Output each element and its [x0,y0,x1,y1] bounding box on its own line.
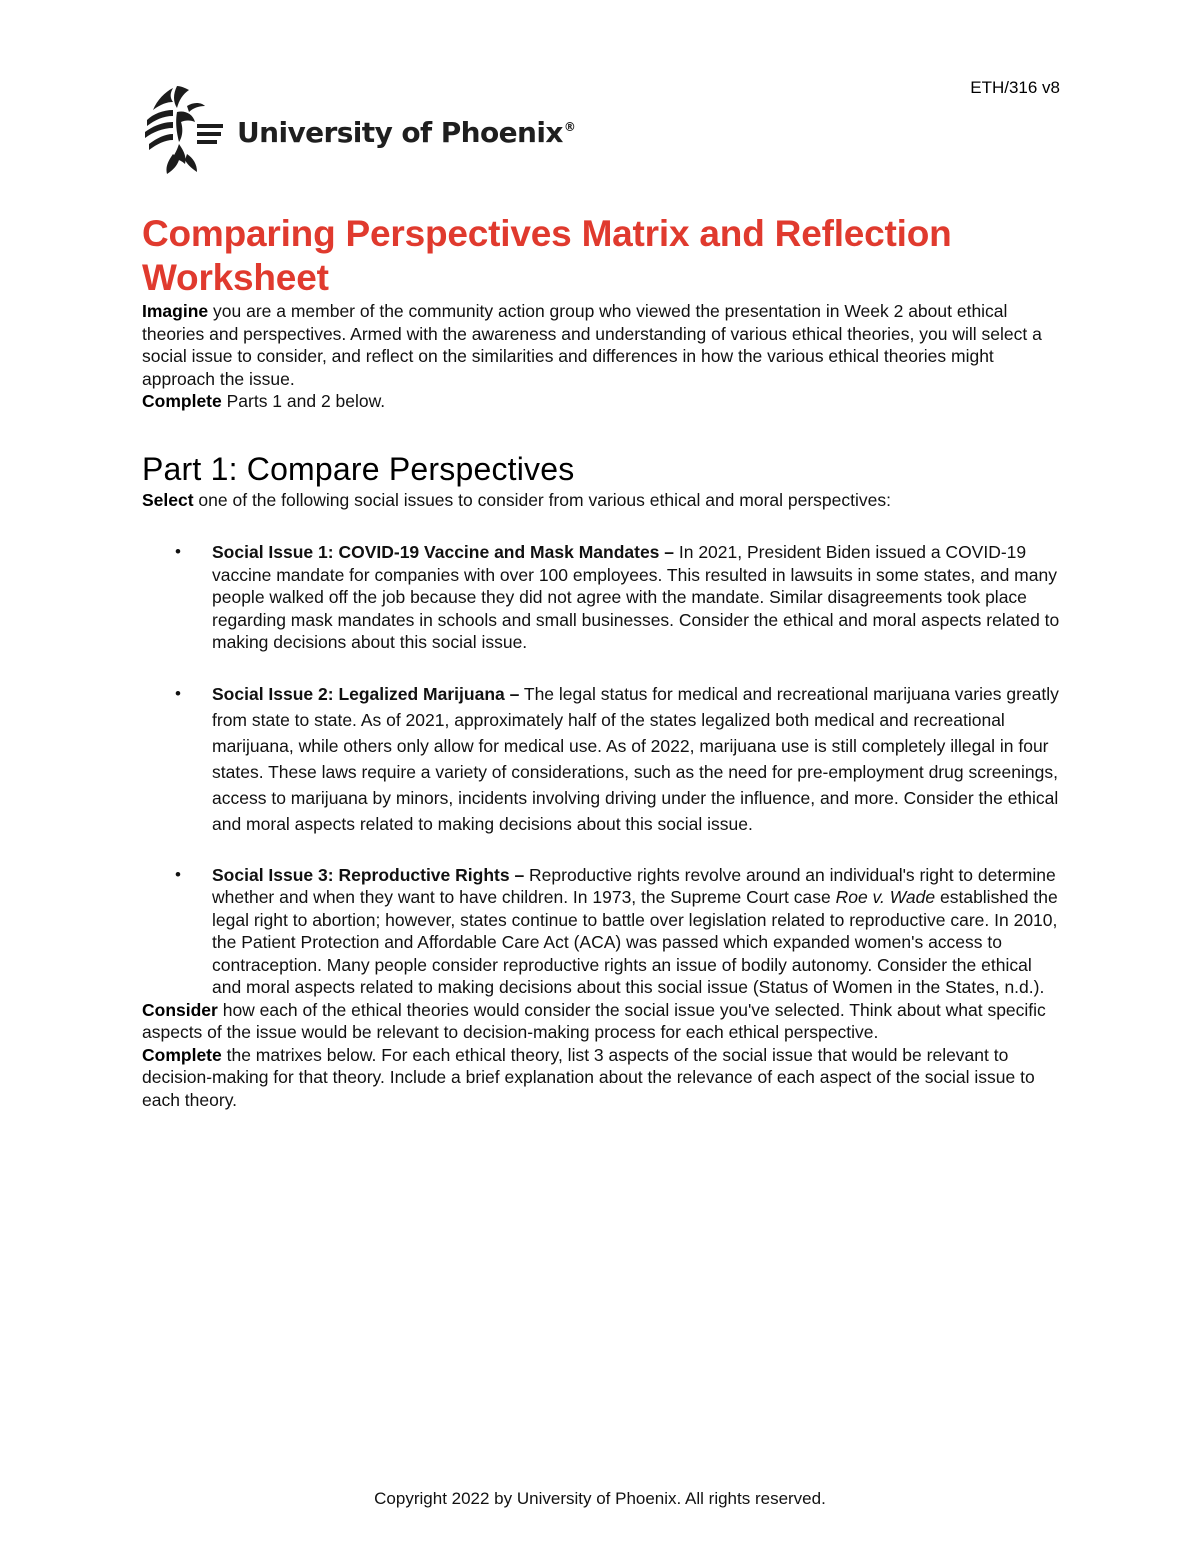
issue-text: Reproductive rights revolve around an individual's right to determine whether and when they want to have children. In 1973, the Supreme Court case [212,864,1056,907]
list-item [142,541,1062,654]
social-issues-list [142,541,1062,999]
bullet-icon: • [175,864,181,884]
issue-title: Social Issue 2: Legalized Marijuana – [212,683,520,704]
intro-paragraph: Imagine you are a member of the community action group who viewed the presentation in Week 2 about ethical theories and perspectives. Armed with the awareness and understanding of various ethical theories, you will select a social issue to consider, and reflect on the similarities and differences in how the various ethical theories might approach the issue. [142,301,1042,389]
select-lead: Select [142,489,194,510]
consider-lead: Consider [142,999,218,1020]
list-item [142,864,1062,999]
logo-wordmark: University of Phoenix® [237,115,576,149]
issue-text: In 2021, President Biden issued a COVID-19 vaccine mandate for companies with over 100 employees. This resulted in lawsuits in some states, and many people walked off the job because they did not agree with the mandate. Similar disagreements took place regarding mask mandates in schools and small businesses. Consider the ethical and moral aspects related to making decisions about this social issue. [212,542,1060,652]
bullet-icon: • [175,542,181,561]
consider-paragraph: Consider how each of the ethical theories would consider the social issue you've selected. Think about what specific aspects of the issue would be relevant to decision-making process for each ethical perspective. [142,999,1046,1042]
select-paragraph: Select one of the following social issues to consider from various ethical and moral perspectives: [142,489,891,510]
university-logo [143,84,575,176]
issue-text: The legal status for medical and recreational marijuana varies greatly from state to state. As of 2021, approximately half of the states legalized both medical and recreational marijuana, while others only allow for medical use. As of 2022, marijuana use is still completely illegal in four states. These laws require a variety of considerations, such as the need for pre-employment drug screenings, access to marijuana by minors, incidents involving driving under the influence, and more. Consider the ethical and moral aspects related to making decisions about this social issue. [212,683,1059,834]
list-item [142,681,1062,837]
complete-parts-paragraph: Complete Parts 1 and 2 below. [142,391,386,411]
case-name: Roe v. Wade [835,887,936,907]
complete-matrix-lead: Complete [142,1044,222,1065]
complete-lead: Complete [142,391,222,411]
issue-text: established the legal right to abortion; however, states continue to battle over legislation related to reproductive care. In 2010, the Patient Protection and Affordable Care Act (ACA) was passed which expanded women's access to contraception. Many people consider reproductive rights an issue of bodily autonomy. Consider the ethical and moral aspects related to making decisions about this social issue (Status of Women in the States, n.d.). [212,887,1058,997]
copyright-footer: Copyright 2022 by University of Phoenix. All rights reserved. [374,1489,826,1508]
issue-title: Social Issue 1: COVID-19 Vaccine and Mask Mandates – [212,542,674,562]
issue-title: Social Issue 3: Reproductive Rights – [212,864,525,885]
course-code: ETH/316 v8 [970,78,1060,97]
bullet-icon: • [175,683,181,703]
complete-matrix-paragraph: Complete the matrixes below. For each ethical theory, list 3 aspects of the social issue that would be relevant to decision-making for that theory. Include a brief explanation about the relevance of each aspect of the social issue to each theory. [142,1044,1035,1110]
document-body [142,212,1062,1111]
part1-heading: Part 1: Compare Perspectives [142,450,575,487]
phoenix-bird-icon [143,84,225,176]
registered-mark: ® [563,119,576,134]
page-title: Comparing Perspectives Matrix and Reflection Worksheet [142,213,952,298]
intro-lead: Imagine [142,301,209,321]
